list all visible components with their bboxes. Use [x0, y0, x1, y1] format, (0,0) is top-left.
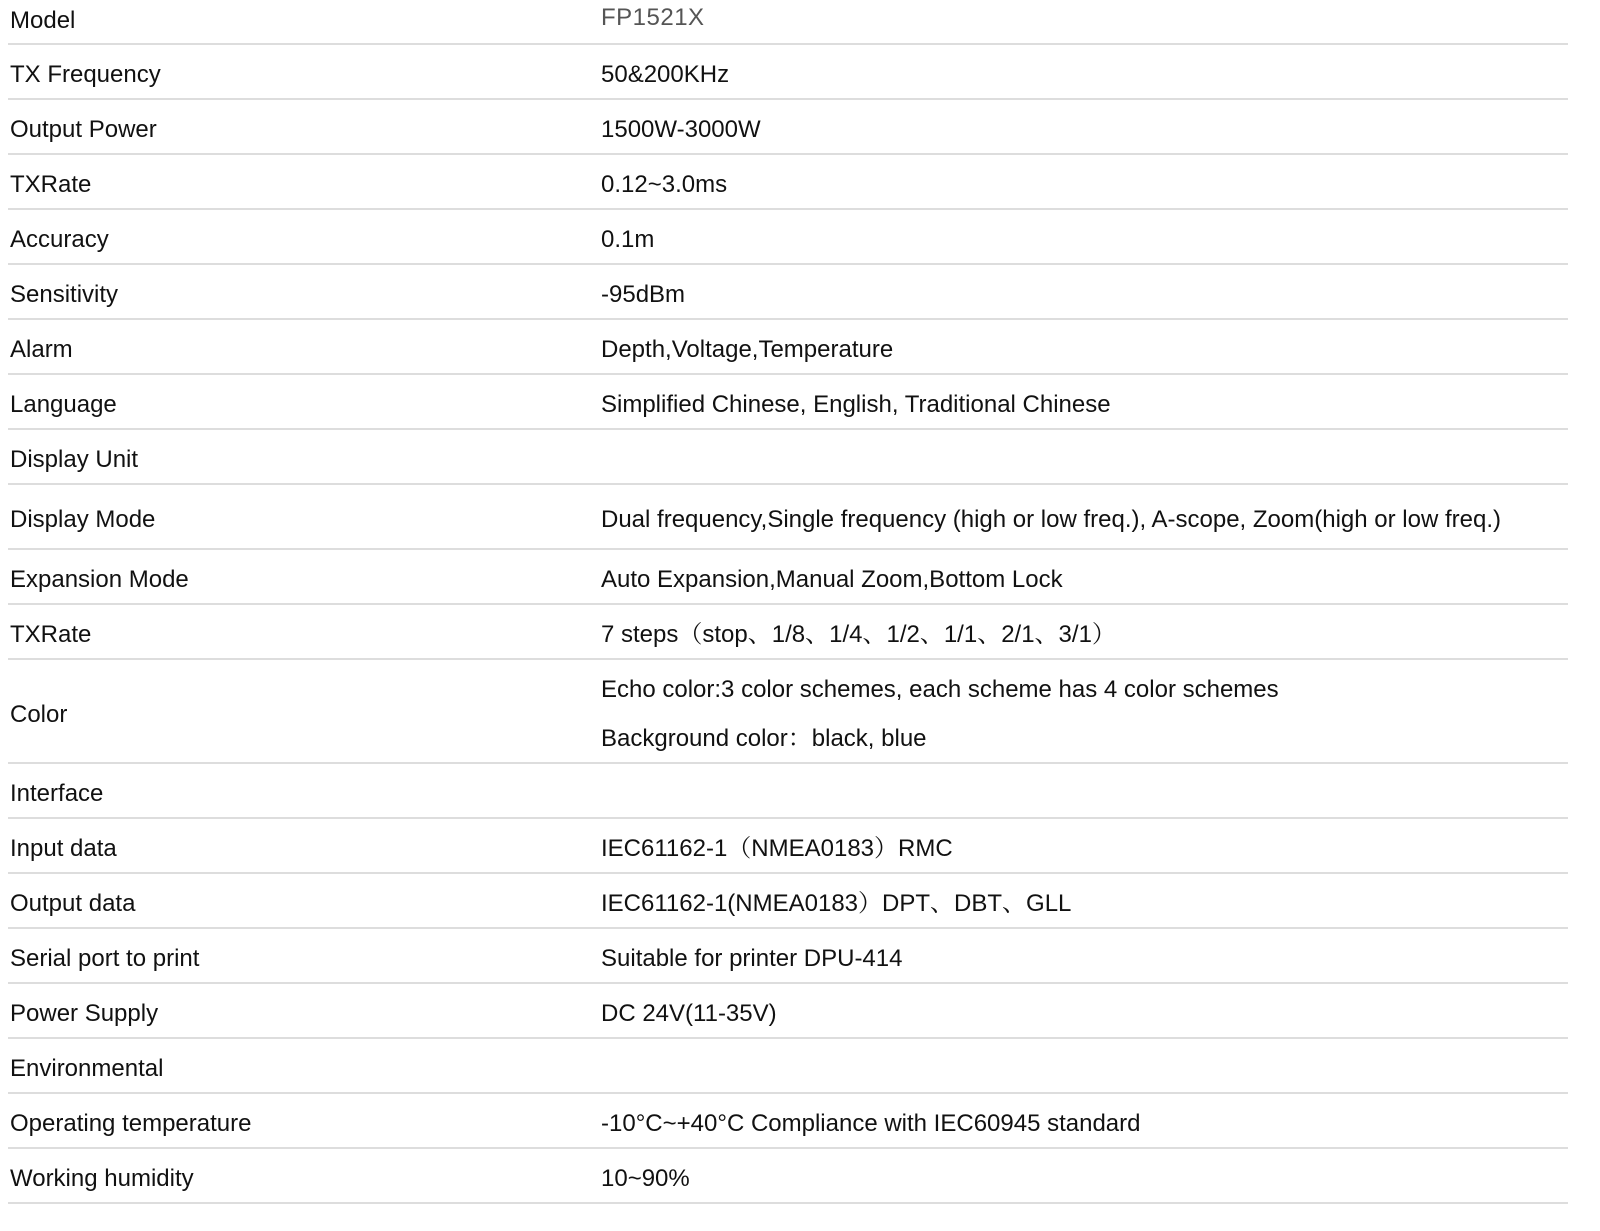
spec-label: Working humidity: [10, 1165, 194, 1192]
spec-row-txrate: [8, 155, 1568, 210]
spec-label: Output Power: [10, 116, 157, 143]
spec-label: Serial port to print: [10, 945, 200, 972]
spec-row-display-unit: [8, 430, 1568, 485]
spec-label: Model: [10, 7, 76, 34]
spec-value: Echo color:3 color schemes, each scheme has 4 color schemes: [601, 676, 1279, 703]
spec-value: Simplified Chinese, English, Traditional Chinese: [601, 391, 1111, 418]
spec-label: Language: [10, 391, 117, 418]
spec-row-language: [8, 375, 1568, 430]
spec-value: -10°C~+40°C Compliance with IEC60945 standard: [601, 1110, 1141, 1137]
spec-row-output-data: [8, 874, 1568, 929]
spec-row-power-supply: [8, 984, 1568, 1039]
spec-value: Suitable for printer DPU-414: [601, 945, 903, 972]
spec-value: Auto Expansion,Manual Zoom,Bottom Lock: [601, 566, 1063, 593]
spec-row-txrate-steps: [8, 605, 1568, 660]
spec-label: TXRate: [10, 621, 92, 648]
spec-row-serial-port: [8, 929, 1568, 984]
spec-value: 50&200KHz: [601, 61, 730, 88]
spec-value: IEC61162-1（NMEA0183）RMC: [601, 835, 953, 862]
spec-table: [8, 0, 1568, 1204]
spec-row-display-mode: [8, 485, 1568, 550]
spec-row-color: [8, 660, 1568, 764]
spec-value: 7 steps（stop、1/8、1/4、1/2、1/1、2/1、3/1）: [601, 621, 1116, 648]
spec-value: 0.1m: [601, 226, 655, 253]
spec-row-interface: [8, 764, 1568, 819]
spec-label: Color: [10, 701, 68, 728]
spec-row-environmental: [8, 1039, 1568, 1094]
spec-value: FP1521X: [601, 4, 705, 31]
spec-row-output-power: [8, 100, 1568, 155]
spec-label: Accuracy: [10, 226, 109, 253]
spec-label: Display Unit: [10, 446, 139, 473]
spec-row-alarm: [8, 320, 1568, 375]
spec-value-secondary: Background color：black, blue: [601, 725, 927, 752]
spec-value: 1500W-3000W: [601, 116, 761, 143]
spec-label: TXRate: [10, 171, 92, 198]
spec-row-model: [8, 0, 1568, 45]
spec-label: Interface: [10, 780, 104, 807]
spec-row-expansion-mode: [8, 550, 1568, 605]
spec-value: DC 24V(11-35V): [601, 1000, 777, 1027]
spec-label: Environmental: [10, 1055, 164, 1082]
spec-label: Output data: [10, 890, 136, 917]
spec-label: Display Mode: [10, 506, 156, 533]
spec-row-working-humidity: [8, 1149, 1568, 1204]
spec-value: 10~90%: [601, 1165, 690, 1192]
spec-value: Dual frequency,Single frequency (high or low freq.), A-scope, Zoom(high or low freq.): [601, 506, 1501, 533]
spec-value: -95dBm: [601, 281, 686, 308]
spec-label: Expansion Mode: [10, 566, 189, 593]
spec-label: Operating temperature: [10, 1110, 252, 1137]
spec-label: Input data: [10, 835, 117, 862]
spec-value: 0.12~3.0ms: [601, 171, 728, 198]
spec-value: IEC61162-1(NMEA0183）DPT、DBT、GLL: [601, 890, 1072, 917]
spec-row-sensitivity: [8, 265, 1568, 320]
spec-row-tx-frequency: [8, 45, 1568, 100]
spec-row-operating-temperature: [8, 1094, 1568, 1149]
spec-value: Depth,Voltage,Temperature: [601, 336, 894, 363]
spec-label: Sensitivity: [10, 281, 119, 308]
spec-label: TX Frequency: [10, 61, 161, 88]
spec-label: Power Supply: [10, 1000, 159, 1027]
spec-row-accuracy: [8, 210, 1568, 265]
spec-row-input-data: [8, 819, 1568, 874]
spec-label: Alarm: [10, 336, 73, 363]
